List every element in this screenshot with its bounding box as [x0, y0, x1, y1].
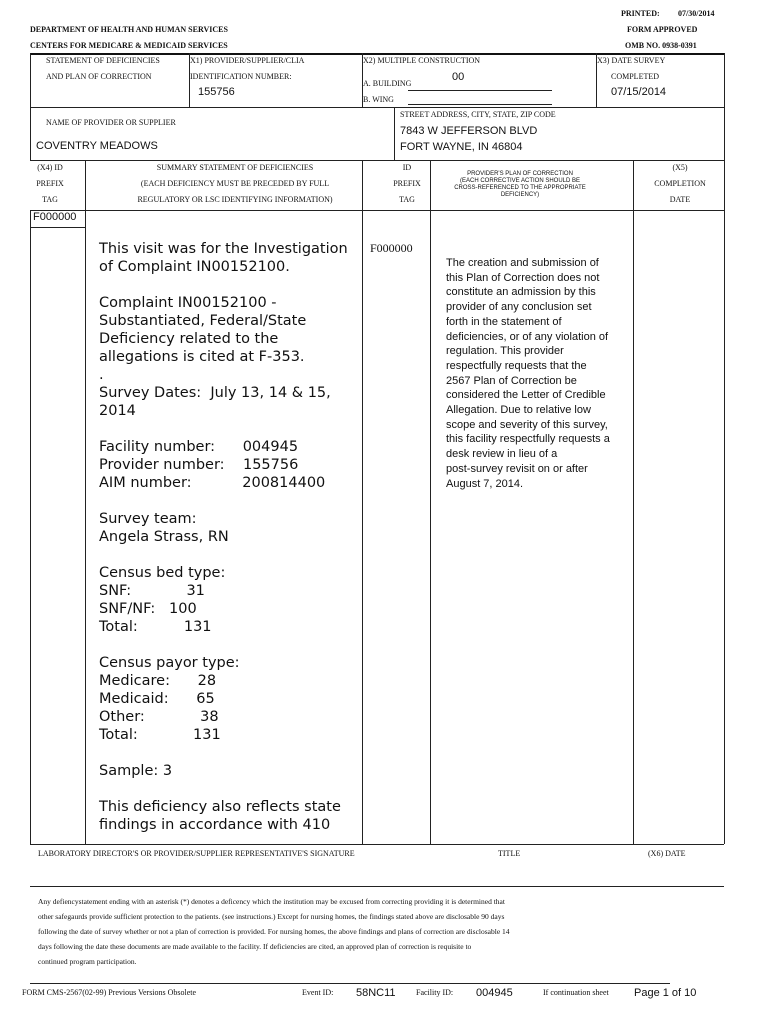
- summary-line: Substantiated, Federal/State: [99, 313, 307, 329]
- page-number: Page 1 of 10: [634, 987, 697, 999]
- signature-label: LABORATORY DIRECTOR'S OR PROVIDER/SUPPLIER REPRESENTATIVE'S SIGNATURE: [38, 849, 355, 858]
- poc-line: August 7, 2014.: [446, 477, 524, 490]
- building-label: A. BUILDING: [363, 79, 412, 88]
- x6-date-label: (X6) DATE: [648, 849, 686, 858]
- centers-title: CENTERS FOR MEDICARE & MEDICAID SERVICES: [30, 41, 228, 50]
- disclaimer-bottom-rule: [30, 983, 670, 984]
- summary-line: Survey team:: [99, 511, 197, 527]
- x3-label: X3) DATE SURVEY COMPLETED: [597, 56, 666, 81]
- disclaimer: Any defiencystatement ending with an asterisk (*) denotes a deficency which the institution may be excused from correcting providing it is determined that other safegaurds provide sufficient protection to the patients. (see instructions.) Except for nursing homes, the findings stated above are disclosable 90 days following the date of survey whether or not a plan of correction is provided. For nursing homes, the above findings and plans of correction are disclosable 14 days following the date these documents are made available to the facility. If deficiencies are cited, an approved plan of correction is requisite to continued program participation.: [38, 897, 510, 966]
- survey-date-value: 07/15/2014: [611, 86, 667, 98]
- summary-line: Medicaid: 65: [99, 691, 215, 707]
- summary-line: This deficiency also reflects state: [99, 799, 341, 815]
- provider-name-value: COVENTRY MEADOWS: [36, 140, 158, 152]
- event-id-label: Event ID:: [302, 988, 334, 997]
- x1-label: X1) PROVIDER/SUPPLIER/CLIA IDENTIFICATION NUMBER:: [190, 56, 305, 81]
- continuation-label: If continuation sheet: [543, 988, 609, 997]
- poc-line: 2567 Plan of Correction be: [446, 374, 577, 387]
- statement-label: STATEMENT OF DEFICIENCIES AND PLAN OF CORRECTION: [46, 56, 160, 81]
- summary-line: Angela Strass, RN: [99, 529, 229, 545]
- poc-line: respectfully requests that the: [446, 359, 587, 372]
- summary-line: Census bed type:: [99, 565, 226, 581]
- address-line2: FORT WAYNE, IN 46804: [400, 141, 523, 153]
- event-id-value: 58NC11: [356, 987, 396, 999]
- summary-line: [99, 420, 361, 438]
- facility-id-value: 004945: [476, 987, 513, 999]
- summary-line: Total: 131: [99, 727, 221, 743]
- poc-line: regulation. This provider: [446, 345, 564, 358]
- poc-line: deficiencies, or of any violation of: [446, 330, 609, 343]
- printed-date: 07/30/2014: [678, 9, 715, 18]
- summary-line: This visit was for the Investigation: [99, 241, 348, 257]
- poc-line: The creation and submission of: [446, 257, 599, 269]
- poc-header: PROVIDER'S PLAN OF CORRECTION (EACH CORRECTIVE ACTION SHOULD BE CROSS-REFERENCED TO THE APPROPRIATE DEFICIENCY): [454, 171, 586, 198]
- form-number: FORM CMS-2567(02-99) Previous Versions Obsolete: [22, 988, 197, 997]
- poc-line: desk review in lieu of a: [446, 448, 558, 461]
- summary-line: [99, 780, 361, 798]
- poc-line: forth in the statement of: [446, 315, 562, 328]
- address-line1: 7843 W JEFFERSON BLVD: [400, 125, 538, 137]
- summary-line: [99, 276, 361, 294]
- building-value: 00: [452, 71, 465, 83]
- summary-line: Complaint IN00152100 -: [99, 295, 277, 311]
- summary-line: [99, 636, 361, 654]
- wing-label: B. WING: [363, 95, 394, 104]
- summary-line: Medicare: 28: [99, 673, 217, 689]
- poc-line: post-survey revisit on or after: [446, 462, 588, 475]
- department-title: DEPARTMENT OF HEALTH AND HUMAN SERVICES: [30, 25, 228, 34]
- x2-label: X2) MULTIPLE CONSTRUCTION: [363, 56, 481, 65]
- summary-line: .: [99, 367, 104, 383]
- summary-line: Facility number: 004945: [99, 439, 299, 455]
- left-tag: F000000: [33, 211, 77, 223]
- signature-bottom-rule: [30, 886, 724, 887]
- x5-header: (X5) COMPLETION DATE: [654, 163, 706, 204]
- summary-line: findings in accordance with 410: [99, 817, 331, 833]
- summary-line: 2014: [99, 403, 136, 419]
- poc-line: constitute an admission by this: [446, 286, 596, 299]
- summary-line: [99, 744, 361, 762]
- poc-line: considered the Letter of Credible: [446, 389, 606, 402]
- title-label: TITLE: [498, 849, 521, 858]
- id-header: ID PREFIX TAG: [393, 163, 421, 204]
- summary-line: SNF/NF: 100: [99, 601, 197, 617]
- provider-bottom-rule: [30, 160, 724, 161]
- summary-line: Sample: 3: [99, 763, 173, 779]
- summary-line: AIM number: 200814400: [99, 475, 326, 491]
- summary-line: Survey Dates: July 13, 14 & 15,: [99, 385, 331, 401]
- omb-number: OMB NO. 0938-0391: [625, 41, 697, 50]
- summary-statement: [99, 240, 361, 834]
- plan-of-correction: [446, 256, 632, 491]
- summary-line: [99, 492, 361, 510]
- provider-name-label: NAME OF PROVIDER OR SUPPLIER: [46, 118, 176, 127]
- poc-line: provider of any conclusion set: [446, 301, 592, 314]
- summary-line: Total: 131: [99, 619, 212, 635]
- form-approved: FORM APPROVED: [627, 25, 698, 34]
- summary-line: Census payor type:: [99, 655, 240, 671]
- summary-line: SNF: 31: [99, 583, 205, 599]
- poc-line: Allegation. Due to relative low: [446, 404, 591, 417]
- right-tag: F000000: [370, 241, 413, 255]
- facility-id-label: Facility ID:: [416, 988, 454, 997]
- summary-line: Deficiency related to the: [99, 331, 279, 347]
- body-bottom-rule: [30, 844, 724, 845]
- box1-bottom-rule: [30, 107, 724, 108]
- columns-bottom-rule: [30, 210, 724, 211]
- poc-line: this Plan of Correction does not: [446, 271, 600, 284]
- summary-line: Provider number: 155756: [99, 457, 299, 473]
- summary-line: allegations is cited at F-353.: [99, 349, 305, 365]
- summary-line: [99, 546, 361, 564]
- x4-header: (X4) ID PREFIX TAG: [36, 163, 64, 204]
- summary-line: Other: 38: [99, 709, 219, 725]
- address-label: STREET ADDRESS, CITY, STATE, ZIP CODE: [400, 110, 556, 119]
- summary-header: SUMMARY STATEMENT OF DEFICIENCIES (EACH DEFICIENCY MUST BE PRECEDED BY FULL REGULATORY OR LSC IDENTIFYING INFORMATION): [137, 163, 333, 204]
- top-rule: [30, 53, 724, 55]
- printed-label: PRINTED:: [621, 9, 660, 18]
- provider-id-value: 155756: [198, 86, 235, 98]
- summary-line: of Complaint IN00152100.: [99, 259, 290, 275]
- poc-line: this facility respectfully requests a: [446, 433, 610, 446]
- poc-line: scope and severity of this survey,: [446, 418, 608, 431]
